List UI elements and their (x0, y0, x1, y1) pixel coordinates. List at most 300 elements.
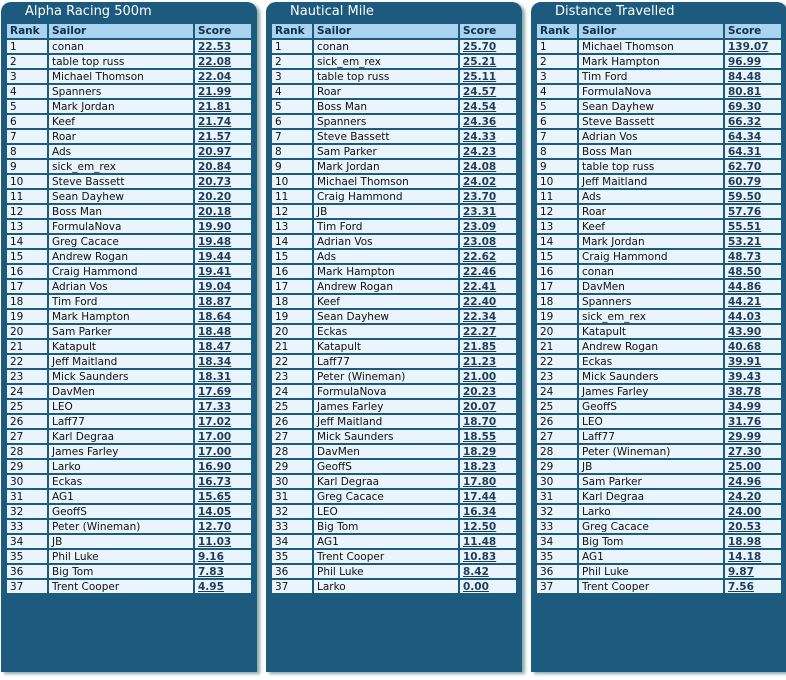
leaderboard-table (535, 22, 783, 595)
rank-cell: 18 (6, 294, 48, 309)
rank-cell: 29 (536, 459, 578, 474)
score-link[interactable]: 22.27 (459, 324, 517, 339)
score-link[interactable]: 11.48 (459, 534, 517, 549)
score-link[interactable]: 19.41 (194, 264, 252, 279)
table-row (271, 279, 517, 294)
table-row (6, 69, 252, 84)
table-row (6, 39, 252, 54)
score-link[interactable]: 19.48 (194, 234, 252, 249)
score-link[interactable]: 21.81 (194, 99, 252, 114)
table-row (6, 54, 252, 69)
rank-cell: 24 (536, 384, 578, 399)
score-link[interactable]: 20.20 (194, 189, 252, 204)
rank-cell: 34 (271, 534, 313, 549)
sailor-cell: Andrew Rogan (48, 249, 194, 264)
score-link[interactable]: 17.00 (194, 429, 252, 444)
score-link[interactable]: 64.31 (724, 144, 782, 159)
table-row (271, 219, 517, 234)
rank-cell: 17 (271, 279, 313, 294)
table-row (271, 354, 517, 369)
sailor-cell: Andrew Rogan (578, 339, 724, 354)
sailor-cell: Roar (48, 129, 194, 144)
sailor-cell: Roar (578, 204, 724, 219)
score-link[interactable]: 17.33 (194, 399, 252, 414)
table-row (271, 294, 517, 309)
rank-cell: 11 (6, 189, 48, 204)
table-row (6, 474, 252, 489)
score-link[interactable]: 24.23 (459, 144, 517, 159)
table-row (536, 399, 782, 414)
leaderboard-alpha-racing (1, 2, 257, 672)
score-link[interactable]: 17.80 (459, 474, 517, 489)
sailor-cell: table top russ (578, 159, 724, 174)
rank-cell: 6 (6, 114, 48, 129)
rank-cell: 8 (6, 144, 48, 159)
rank-cell: 29 (6, 459, 48, 474)
table-row (271, 144, 517, 159)
rank-cell: 17 (536, 279, 578, 294)
sailor-cell: Boss Man (313, 99, 459, 114)
table-row (6, 279, 252, 294)
table-row (6, 564, 252, 579)
score-link[interactable]: 20.73 (194, 174, 252, 189)
score-link[interactable]: 19.04 (194, 279, 252, 294)
rank-cell: 4 (536, 84, 578, 99)
rank-header: Rank (6, 23, 48, 39)
table-row (271, 309, 517, 324)
rank-cell: 6 (271, 114, 313, 129)
sailor-cell: Andrew Rogan (313, 279, 459, 294)
score-link[interactable]: 16.34 (459, 504, 517, 519)
table-row (6, 159, 252, 174)
rank-cell: 30 (536, 474, 578, 489)
score-link[interactable]: 20.07 (459, 399, 517, 414)
score-link[interactable]: 18.34 (194, 354, 252, 369)
rank-cell: 12 (536, 204, 578, 219)
table-row (271, 54, 517, 69)
rank-cell: 36 (271, 564, 313, 579)
score-link[interactable]: 15.65 (194, 489, 252, 504)
rank-cell: 35 (536, 549, 578, 564)
sailor-cell: Steve Bassett (313, 129, 459, 144)
table-row (536, 114, 782, 129)
score-link[interactable]: 21.74 (194, 114, 252, 129)
sailor-cell: table top russ (313, 69, 459, 84)
table-row (6, 519, 252, 534)
sailor-cell: Steve Bassett (578, 114, 724, 129)
sailor-cell: JB (578, 459, 724, 474)
score-link[interactable]: 7.83 (194, 564, 252, 579)
sailor-cell: AG1 (313, 534, 459, 549)
rank-cell: 11 (271, 189, 313, 204)
table-row (536, 504, 782, 519)
score-link[interactable]: 24.08 (459, 159, 517, 174)
rank-cell: 19 (271, 309, 313, 324)
sailor-cell: LEO (313, 504, 459, 519)
sailor-cell: Mark Jordan (578, 234, 724, 249)
table-row (536, 354, 782, 369)
score-link[interactable]: 18.47 (194, 339, 252, 354)
score-link[interactable]: 17.44 (459, 489, 517, 504)
score-link[interactable]: 20.97 (194, 144, 252, 159)
table-row (536, 414, 782, 429)
sailor-cell: Mark Hampton (578, 54, 724, 69)
table-row (6, 489, 252, 504)
sailor-cell: Katapult (48, 339, 194, 354)
score-link[interactable]: 9.16 (194, 549, 252, 564)
table-row (271, 549, 517, 564)
score-link[interactable]: 18.87 (194, 294, 252, 309)
table-row (536, 159, 782, 174)
rank-cell: 3 (6, 69, 48, 84)
rank-cell: 29 (271, 459, 313, 474)
score-link[interactable]: 66.32 (724, 114, 782, 129)
score-link[interactable]: 38.78 (724, 384, 782, 399)
score-link[interactable]: 20.23 (459, 384, 517, 399)
sailor-cell: Phil Luke (48, 549, 194, 564)
rank-cell: 10 (271, 174, 313, 189)
rank-cell: 19 (6, 309, 48, 324)
score-link[interactable]: 80.81 (724, 84, 782, 99)
score-link[interactable]: 18.98 (724, 534, 782, 549)
score-link[interactable]: 23.08 (459, 234, 517, 249)
rank-cell: 31 (536, 489, 578, 504)
sailor-cell: Big Tom (578, 534, 724, 549)
sailor-header: Sailor (48, 23, 194, 39)
rank-cell: 12 (6, 204, 48, 219)
rank-cell: 28 (271, 444, 313, 459)
score-link[interactable]: 25.70 (459, 39, 517, 54)
table-row (6, 399, 252, 414)
score-link[interactable]: 18.31 (194, 369, 252, 384)
score-link[interactable]: 10.83 (459, 549, 517, 564)
rank-cell: 36 (536, 564, 578, 579)
score-link[interactable]: 44.21 (724, 294, 782, 309)
leaderboard-distance-travelled (531, 2, 786, 672)
score-link[interactable]: 20.53 (724, 519, 782, 534)
score-link[interactable]: 31.76 (724, 414, 782, 429)
score-link[interactable]: 20.18 (194, 204, 252, 219)
table-row (6, 414, 252, 429)
sailor-cell: Keef (578, 219, 724, 234)
table-row (6, 504, 252, 519)
score-link[interactable]: 7.56 (724, 579, 782, 594)
rank-cell: 37 (6, 579, 48, 594)
score-link[interactable]: 62.70 (724, 159, 782, 174)
table-row (6, 114, 252, 129)
rank-cell: 5 (271, 99, 313, 114)
sailor-cell: Karl Degraa (313, 474, 459, 489)
score-link[interactable]: 64.34 (724, 129, 782, 144)
rank-cell: 33 (271, 519, 313, 534)
score-link[interactable]: 18.55 (459, 429, 517, 444)
header-row (271, 23, 517, 39)
table-row (536, 309, 782, 324)
sailor-cell: Peter (Wineman) (313, 369, 459, 384)
score-link[interactable]: 0.00 (459, 579, 517, 594)
rank-cell: 13 (6, 219, 48, 234)
rank-cell: 24 (271, 384, 313, 399)
sailor-cell: DavMen (48, 384, 194, 399)
sailor-cell: Tim Ford (313, 219, 459, 234)
rank-cell: 9 (271, 159, 313, 174)
score-link[interactable]: 17.02 (194, 414, 252, 429)
score-link[interactable]: 23.09 (459, 219, 517, 234)
rank-cell: 26 (271, 414, 313, 429)
table-row (536, 84, 782, 99)
score-link[interactable]: 44.86 (724, 279, 782, 294)
rank-cell: 12 (271, 204, 313, 219)
score-link[interactable]: 24.36 (459, 114, 517, 129)
sailor-cell: Craig Hammond (48, 264, 194, 279)
score-link[interactable]: 16.73 (194, 474, 252, 489)
score-link[interactable]: 19.90 (194, 219, 252, 234)
score-link[interactable]: 48.73 (724, 249, 782, 264)
rank-cell: 35 (271, 549, 313, 564)
score-link[interactable]: 34.99 (724, 399, 782, 414)
table-row (6, 144, 252, 159)
score-link[interactable]: 22.62 (459, 249, 517, 264)
table-row (6, 294, 252, 309)
table-row (536, 189, 782, 204)
sailor-cell: Ads (48, 144, 194, 159)
score-link[interactable]: 25.11 (459, 69, 517, 84)
table-row (6, 234, 252, 249)
rank-cell: 5 (536, 99, 578, 114)
sailor-cell: Phil Luke (313, 564, 459, 579)
score-link[interactable]: 22.40 (459, 294, 517, 309)
table-row (271, 204, 517, 219)
table-row (271, 519, 517, 534)
score-link[interactable]: 18.64 (194, 309, 252, 324)
sailor-cell: FormulaNova (48, 219, 194, 234)
score-link[interactable]: 23.31 (459, 204, 517, 219)
rank-cell: 2 (536, 54, 578, 69)
score-link[interactable]: 29.99 (724, 429, 782, 444)
rank-cell: 22 (6, 354, 48, 369)
table-row (271, 429, 517, 444)
score-link[interactable]: 8.42 (459, 564, 517, 579)
score-link[interactable]: 69.30 (724, 99, 782, 114)
score-link[interactable]: 53.21 (724, 234, 782, 249)
sailor-cell: Spanners (313, 114, 459, 129)
panel-title: Alpha Racing 500m (25, 4, 152, 19)
sailor-cell: James Farley (578, 384, 724, 399)
sailor-cell: Big Tom (313, 519, 459, 534)
rank-cell: 4 (271, 84, 313, 99)
rank-cell: 30 (271, 474, 313, 489)
rank-cell: 32 (536, 504, 578, 519)
table-row (536, 564, 782, 579)
rank-cell: 8 (536, 144, 578, 159)
table-row (536, 579, 782, 594)
score-link[interactable]: 24.96 (724, 474, 782, 489)
sailor-cell: Sam Parker (313, 144, 459, 159)
score-link[interactable]: 12.70 (194, 519, 252, 534)
sailor-cell: LEO (48, 399, 194, 414)
sailor-cell: AG1 (48, 489, 194, 504)
score-link[interactable]: 44.03 (724, 309, 782, 324)
table-row (271, 129, 517, 144)
table-row (6, 429, 252, 444)
score-link[interactable]: 39.43 (724, 369, 782, 384)
score-link[interactable]: 57.76 (724, 204, 782, 219)
score-link[interactable]: 4.95 (194, 579, 252, 594)
score-link[interactable]: 24.57 (459, 84, 517, 99)
rank-cell: 13 (536, 219, 578, 234)
score-link[interactable]: 9.87 (724, 564, 782, 579)
table-row (271, 69, 517, 84)
score-link[interactable]: 24.02 (459, 174, 517, 189)
rank-cell: 1 (6, 39, 48, 54)
score-link[interactable]: 21.23 (459, 354, 517, 369)
score-link[interactable]: 17.00 (194, 444, 252, 459)
score-link[interactable]: 24.54 (459, 99, 517, 114)
sailor-cell: Adrian Vos (48, 279, 194, 294)
score-link[interactable]: 24.33 (459, 129, 517, 144)
rank-cell: 27 (271, 429, 313, 444)
score-link[interactable]: 25.00 (724, 459, 782, 474)
score-link[interactable]: 22.04 (194, 69, 252, 84)
score-link[interactable]: 43.90 (724, 324, 782, 339)
rank-cell: 15 (271, 249, 313, 264)
score-link[interactable]: 22.34 (459, 309, 517, 324)
score-link[interactable]: 18.70 (459, 414, 517, 429)
sailor-cell: JB (48, 534, 194, 549)
score-link[interactable]: 11.03 (194, 534, 252, 549)
score-link[interactable]: 24.20 (724, 489, 782, 504)
sailor-cell: JB (313, 204, 459, 219)
rank-cell: 16 (6, 264, 48, 279)
sailor-cell: FormulaNova (578, 84, 724, 99)
sailor-cell: sick_em_rex (48, 159, 194, 174)
rank-cell: 2 (6, 54, 48, 69)
table-row (271, 474, 517, 489)
rank-cell: 34 (536, 534, 578, 549)
rank-cell: 1 (536, 39, 578, 54)
score-header: Score (459, 23, 517, 39)
rank-cell: 37 (536, 579, 578, 594)
score-link[interactable]: 24.00 (724, 504, 782, 519)
sailor-cell: Mick Saunders (48, 369, 194, 384)
sailor-cell: James Farley (48, 444, 194, 459)
sailor-cell: Greg Cacace (578, 519, 724, 534)
score-link[interactable]: 25.21 (459, 54, 517, 69)
table-row (6, 99, 252, 114)
score-link[interactable]: 14.18 (724, 549, 782, 564)
table-row (536, 144, 782, 159)
rank-cell: 33 (6, 519, 48, 534)
rank-cell: 27 (536, 429, 578, 444)
table-row (6, 189, 252, 204)
score-link[interactable]: 18.23 (459, 459, 517, 474)
sailor-cell: Phil Luke (578, 564, 724, 579)
score-link[interactable]: 22.53 (194, 39, 252, 54)
sailor-cell: LEO (578, 414, 724, 429)
score-link[interactable]: 21.99 (194, 84, 252, 99)
table-row (536, 384, 782, 399)
rank-cell: 36 (6, 564, 48, 579)
sailor-cell: Craig Hammond (578, 249, 724, 264)
sailor-header: Sailor (313, 23, 459, 39)
table-row (6, 204, 252, 219)
sailor-cell: Tim Ford (578, 69, 724, 84)
score-link[interactable]: 59.50 (724, 189, 782, 204)
sailor-cell: Big Tom (48, 564, 194, 579)
sailor-cell: Laff77 (578, 429, 724, 444)
score-link[interactable]: 40.68 (724, 339, 782, 354)
score-link[interactable]: 18.48 (194, 324, 252, 339)
score-link[interactable]: 17.69 (194, 384, 252, 399)
score-link[interactable]: 12.50 (459, 519, 517, 534)
table-row (271, 264, 517, 279)
table-row (536, 474, 782, 489)
score-link[interactable]: 22.41 (459, 279, 517, 294)
sailor-cell: Larko (313, 579, 459, 594)
score-link[interactable]: 16.90 (194, 459, 252, 474)
score-link[interactable]: 48.50 (724, 264, 782, 279)
rank-cell: 15 (536, 249, 578, 264)
table-row (6, 129, 252, 144)
sailor-cell: Michael Thomson (48, 69, 194, 84)
table-row (536, 459, 782, 474)
rank-cell: 25 (6, 399, 48, 414)
rank-cell: 22 (536, 354, 578, 369)
table-row (271, 579, 517, 594)
score-link[interactable]: 22.08 (194, 54, 252, 69)
sailor-cell: Eckas (578, 354, 724, 369)
table-row (271, 189, 517, 204)
rank-cell: 32 (6, 504, 48, 519)
table-row (6, 84, 252, 99)
score-link[interactable]: 84.48 (724, 69, 782, 84)
rank-cell: 3 (271, 69, 313, 84)
score-link[interactable]: 21.00 (459, 369, 517, 384)
table-row (271, 39, 517, 54)
rank-cell: 33 (536, 519, 578, 534)
score-link[interactable]: 21.85 (459, 339, 517, 354)
score-link[interactable]: 139.07 (724, 39, 782, 54)
score-link[interactable]: 18.29 (459, 444, 517, 459)
score-link[interactable]: 21.57 (194, 129, 252, 144)
score-link[interactable]: 39.91 (724, 354, 782, 369)
sailor-cell: conan (48, 39, 194, 54)
score-link[interactable]: 23.70 (459, 189, 517, 204)
sailor-cell: conan (578, 264, 724, 279)
table-row (271, 114, 517, 129)
score-link[interactable]: 14.05 (194, 504, 252, 519)
sailor-cell: Sean Dayhew (313, 309, 459, 324)
sailor-cell: Spanners (48, 84, 194, 99)
score-link[interactable]: 96.99 (724, 54, 782, 69)
rank-cell: 20 (536, 324, 578, 339)
table-row (6, 339, 252, 354)
score-link[interactable]: 19.44 (194, 249, 252, 264)
rank-cell: 10 (536, 174, 578, 189)
score-link[interactable]: 27.30 (724, 444, 782, 459)
sailor-cell: Peter (Wineman) (578, 444, 724, 459)
rank-cell: 3 (536, 69, 578, 84)
score-link[interactable]: 22.46 (459, 264, 517, 279)
rank-cell: 23 (6, 369, 48, 384)
sailor-cell: Mark Jordan (48, 99, 194, 114)
score-link[interactable]: 20.84 (194, 159, 252, 174)
table-row (6, 249, 252, 264)
score-link[interactable]: 60.79 (724, 174, 782, 189)
table-row (271, 564, 517, 579)
table-row (536, 219, 782, 234)
score-link[interactable]: 55.51 (724, 219, 782, 234)
